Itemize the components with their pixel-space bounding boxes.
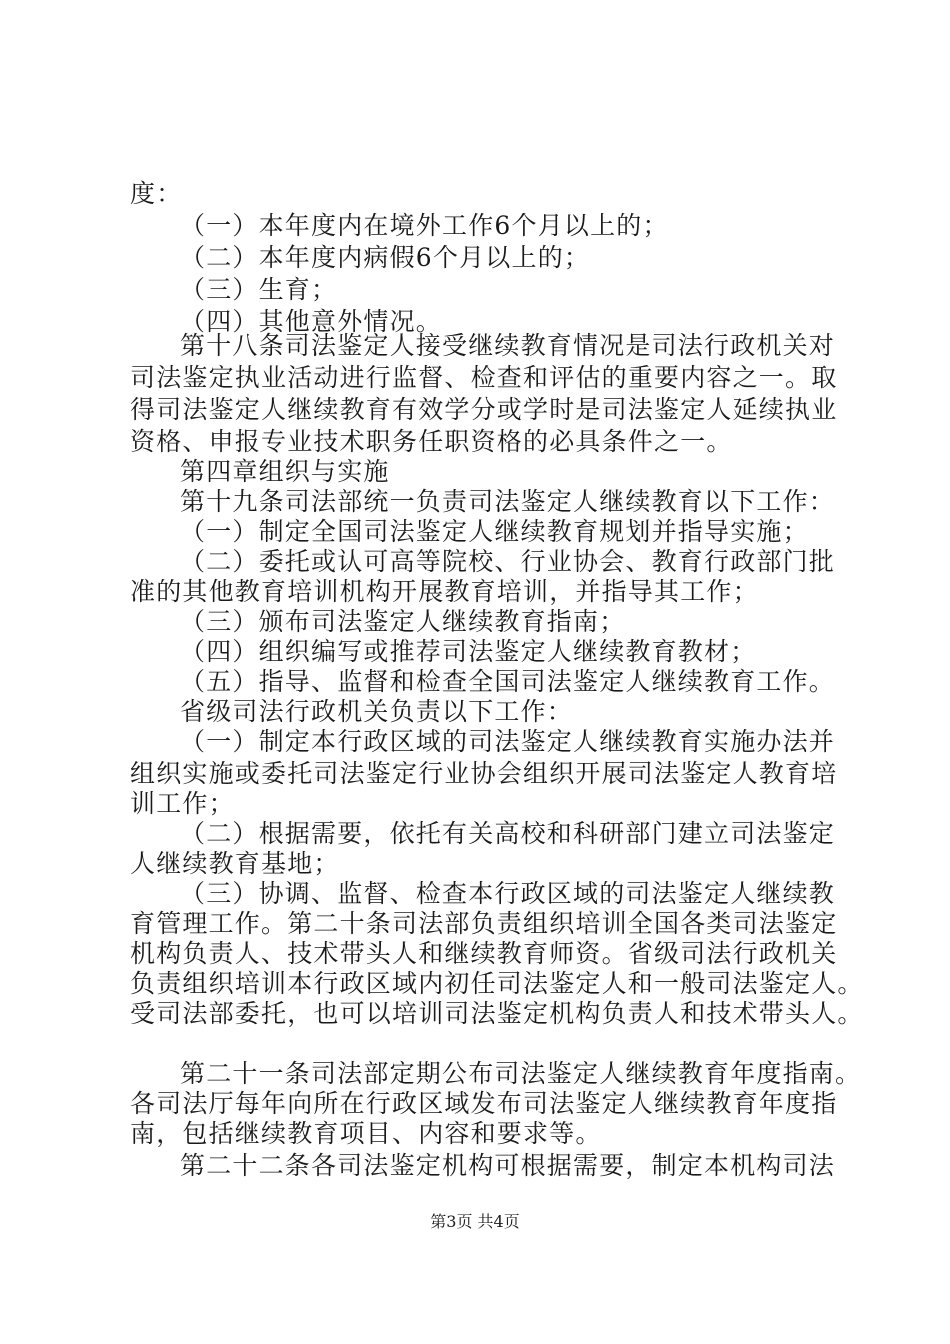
- text-line: （三）协调、监督、检查本行政区域的司法鉴定人继续教: [180, 879, 836, 908]
- text-line: 南，包括继续教育项目、内容和要求等。: [130, 1119, 602, 1148]
- text-line: 组织实施或委托司法鉴定行业协会组织开展司法鉴定人教育培: [130, 759, 838, 788]
- text-line: 第十八条司法鉴定人接受继续教育情况是司法行政机关对: [180, 331, 836, 360]
- text-line: 度：: [130, 179, 183, 208]
- text-line: （三）颁布司法鉴定人继续教育指南；: [180, 607, 626, 636]
- text-line: （四）其他意外情况。: [180, 307, 443, 336]
- text-line: 第十九条司法部统一负责司法鉴定人继续教育以下工作：: [180, 487, 836, 516]
- text-line: 受司法部委托，也可以培训司法鉴定机构负责人和技术带头人。: [130, 999, 864, 1028]
- text-line: 负责组织培训本行政区域内初任司法鉴定人和一般司法鉴定人。: [130, 969, 864, 998]
- text-line: （三）生育；: [180, 275, 338, 304]
- text-line: 省级司法行政机关负责以下工作：: [180, 697, 574, 726]
- text-line: 训工作；: [130, 789, 235, 818]
- text-line: （五）指导、监督和检查全国司法鉴定人继续教育工作。: [180, 667, 836, 696]
- text-line: 机构负责人、技术带头人和继续教育师资。省级司法行政机关: [130, 939, 838, 968]
- text-line: （一）本年度内在境外工作6个月以上的；: [180, 211, 669, 240]
- text-line: 资格、申报专业技术职务任职资格的必具条件之一。: [130, 427, 733, 456]
- text-line: 第二十二条各司法鉴定机构可根据需要，制定本机构司法: [180, 1151, 836, 1180]
- text-line: 司法鉴定执业活动进行监督、检查和评估的重要内容之一。取: [130, 363, 838, 392]
- text-line: 第二十一条司法部定期公布司法鉴定人继续教育年度指南。: [180, 1059, 862, 1088]
- text-line: （二）本年度内病假6个月以上的；: [180, 243, 591, 272]
- text-line: 得司法鉴定人继续教育有效学分或学时是司法鉴定人延续执业: [130, 395, 838, 424]
- text-line: 人继续教育基地；: [130, 849, 340, 878]
- text-line: 育管理工作。第二十条司法部负责组织培训全国各类司法鉴定: [130, 909, 838, 938]
- text-line: （一）制定本行政区域的司法鉴定人继续教育实施办法并: [180, 727, 836, 756]
- text-line: 准的其他教育培训机构开展教育培训，并指导其工作；: [130, 577, 759, 606]
- text-line: （四）组织编写或推荐司法鉴定人继续教育教材；: [180, 637, 757, 666]
- page-footer: 第3页 共4页: [430, 1212, 520, 1231]
- text-line: 各司法厅每年向所在行政区域发布司法鉴定人继续教育年度指: [130, 1089, 838, 1118]
- section-heading: 第四章组织与实施: [180, 457, 390, 486]
- text-line: （一）制定全国司法鉴定人继续教育规划并指导实施；: [180, 517, 809, 546]
- text-line: （二）委托或认可高等院校、行业协会、教育行政部门批: [180, 547, 836, 576]
- text-line: （二）根据需要，依托有关高校和科研部门建立司法鉴定: [180, 819, 836, 848]
